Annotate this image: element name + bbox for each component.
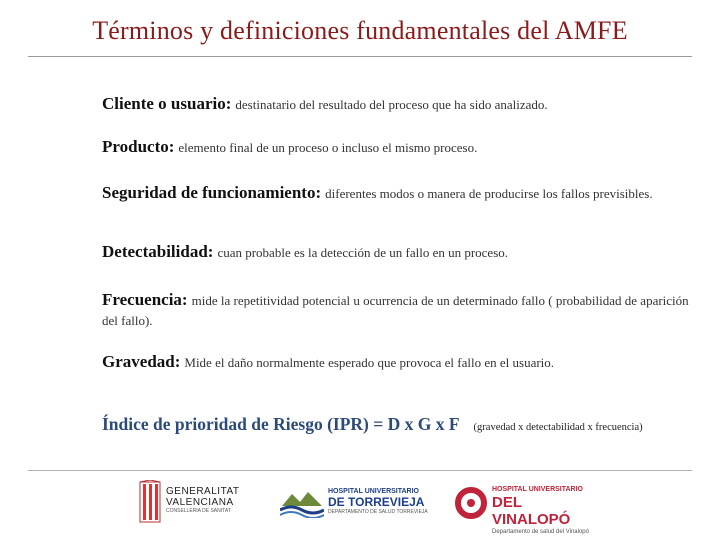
torrevieja-line2: DE TORREVIEJA bbox=[328, 495, 425, 509]
definition-detectabilidad bbox=[102, 242, 692, 263]
definition-frecuencia bbox=[102, 290, 692, 331]
definition-text: diferentes modos o manera de producirse los fallos previsibles. bbox=[325, 186, 653, 201]
footer-divider bbox=[28, 470, 692, 471]
definition-text: cuan probable es la detección de un fallo en un proceso. bbox=[217, 245, 509, 260]
definition-text: destinatario del resultado del proceso que ha sido analizado. bbox=[235, 97, 548, 112]
definition-term: Gravedad: bbox=[102, 352, 181, 371]
page-title: Términos y definiciones fundamentales del AMFE bbox=[92, 16, 628, 45]
hospital-vinalopo-logo bbox=[454, 482, 594, 535]
torrevieja-mark-icon bbox=[280, 488, 324, 518]
torrevieja-line3: DEPARTAMENTO DE SALUD TORREVIEJA bbox=[328, 509, 428, 515]
gva-line3: CONSELLERIA DE SANITAT bbox=[166, 508, 231, 514]
ipr-formula bbox=[102, 414, 643, 435]
definition-cliente bbox=[102, 94, 692, 115]
definition-text: mide la repetitividad potencial u ocurrencia de un determinado fallo ( probabilidad de aparición del fallo). bbox=[102, 293, 689, 328]
definition-term: Seguridad de funcionamiento: bbox=[102, 183, 322, 202]
footer-logos bbox=[0, 478, 720, 534]
ipr-formula-main: Índice de prioridad de Riesgo (IPR) = D x G x F bbox=[102, 414, 460, 434]
definition-text: Mide el daño normalmente esperado que provoca el fallo en el usuario. bbox=[184, 355, 555, 370]
vinalopo-line2: DEL VINALOPÓ bbox=[492, 494, 571, 528]
ipr-formula-note: (gravedad x detectabilidad x frecuencia) bbox=[473, 422, 643, 433]
definition-term: Detectabilidad: bbox=[102, 242, 214, 261]
gva-shield-icon bbox=[138, 480, 162, 524]
vinalopo-line1: HOSPITAL UNIVERSITARIO bbox=[492, 486, 584, 493]
definition-term: Producto: bbox=[102, 137, 175, 156]
vinalopo-line3: Departamento de salud del Vinalopó bbox=[492, 529, 589, 535]
title-divider bbox=[28, 56, 692, 57]
vinalopo-ring-icon bbox=[454, 486, 488, 520]
gva-line2: VALENCIANA bbox=[166, 497, 234, 508]
definition-producto bbox=[102, 137, 692, 158]
gva-line1: GENERALITAT bbox=[166, 486, 240, 497]
definition-gravedad bbox=[102, 352, 692, 373]
definition-seguridad bbox=[102, 183, 692, 204]
torrevieja-line1: HOSPITAL UNIVERSITARIO bbox=[328, 488, 420, 495]
definition-term: Cliente o usuario: bbox=[102, 94, 232, 113]
generalitat-valenciana-logo bbox=[138, 480, 248, 528]
definition-text: elemento final de un proceso o incluso el mismo proceso. bbox=[178, 140, 478, 155]
definition-term: Frecuencia: bbox=[102, 290, 188, 309]
hospital-torrevieja-logo bbox=[280, 484, 430, 524]
